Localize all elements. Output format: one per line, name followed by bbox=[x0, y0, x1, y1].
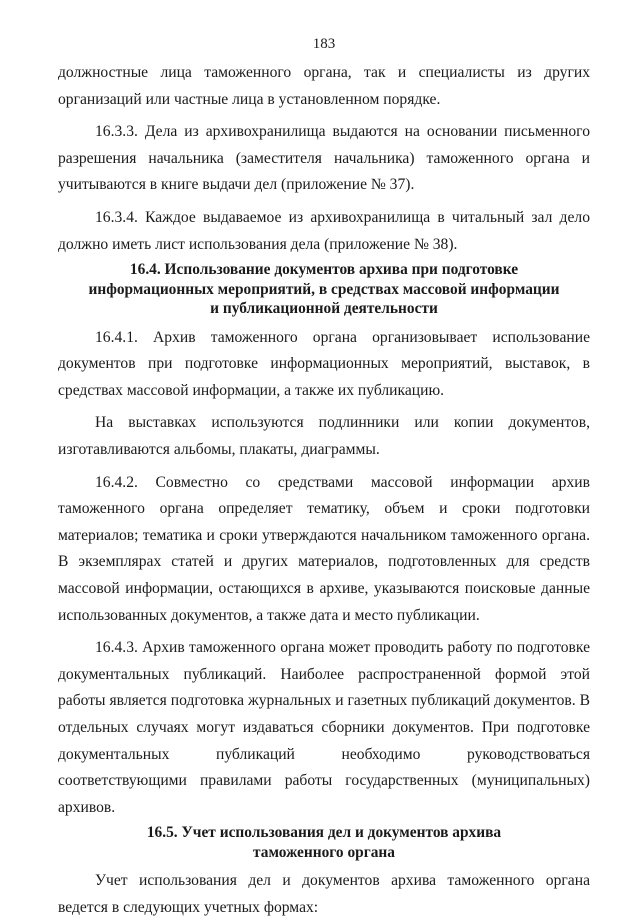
heading-line: таможенного органа bbox=[253, 843, 395, 861]
heading-line: и публикационной деятельности bbox=[210, 300, 438, 318]
paragraph-16-4-2: 16.4.2. Совместно со средствами массовой информации архив таможенного органа определяет тематику, объем и сроки подготовки материалов; тематика и сроки утверждаются начальником таможенного органа. В экземплярах статей и других материалов, подготовленных для средств массовой информации, остающихся в архиве, указываются поисковые данные использованных документов, а также дата и место публикации. bbox=[58, 473, 590, 624]
section-heading-16-4 bbox=[58, 260, 590, 319]
paragraph-16-3-4: 16.3.4. Каждое выдаваемое из архивохранилища в читальный зал дело должно иметь лист использования дела (приложение № 38). bbox=[58, 208, 590, 253]
paragraph-16-3-3: 16.3.3. Дела из архивохранилища выдаются на основании письменного разрешения начальника (заместителя начальника) таможенного органа и учитываются в книге выдачи дел (приложение № 37). bbox=[58, 123, 590, 194]
heading-line: информационных мероприятий, в средствах массовой информации bbox=[88, 280, 560, 298]
paragraph-16-4-3: 16.4.3. Архив таможенного органа может проводить работу по подготовке документальных публикаций. Наиболее распространенной формой этой работы является подготовка журнальных и газетных публикаций документов. В отдельных случаях могут издаваться сборники документов. При подготовке документальных публикаций необходимо руководствоваться соответствующими правилами работы государственных (муниципальных) архивов. bbox=[58, 639, 590, 816]
heading-line: 16.4. Использование документов архива при подготовке bbox=[129, 261, 519, 279]
paragraph-exhibitions: На выставках используются подлинники или копии документов, изготавливаются альбомы, плакаты, диаграммы. bbox=[58, 414, 590, 459]
page-number: 183 bbox=[312, 36, 336, 52]
section-heading-16-5 bbox=[58, 823, 590, 862]
heading-line: 16.5. Учет использования дел и документов архива bbox=[146, 824, 502, 842]
paragraph-usage-accounting: Учет использования дел и документов архива таможенного органа ведется в следующих учетных формах: bbox=[58, 872, 590, 916]
paragraph-officials: должностные лица таможенного органа, так и специалисты из других организаций или частные лица в установленном порядке. bbox=[58, 64, 590, 108]
paragraph-16-4-1: 16.4.1. Архив таможенного органа организовывает использование документов при подготовке информационных мероприятий, выставок, в средствах массовой информации, а также их публикацию. bbox=[58, 328, 590, 399]
